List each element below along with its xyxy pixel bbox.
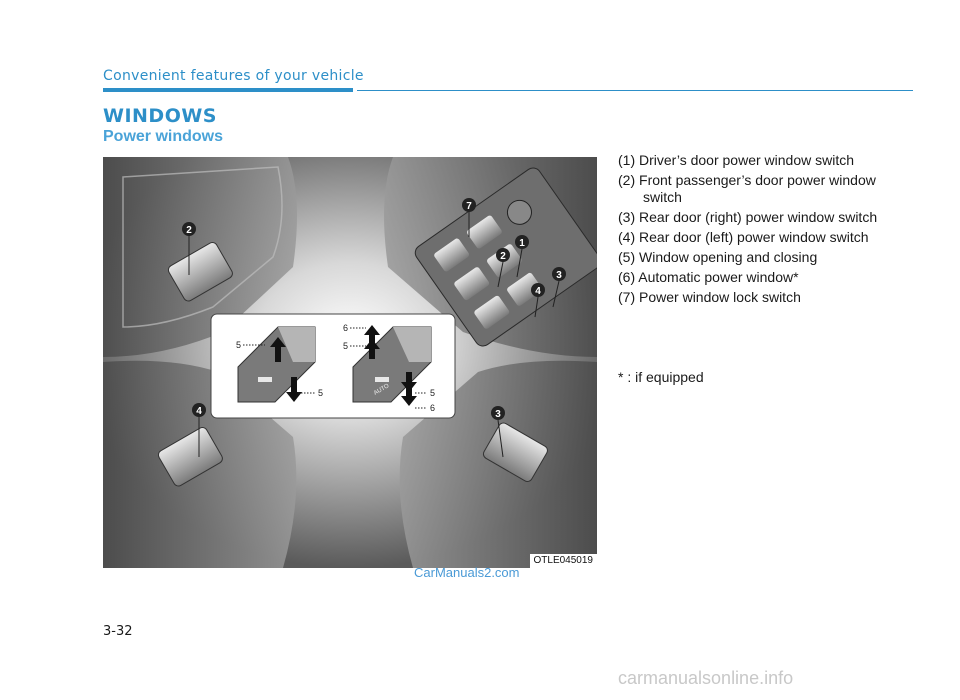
callout-2-a: 2: [186, 225, 192, 236]
auto-label: AUTO: [373, 383, 391, 397]
inset-label-5-c: 5: [343, 341, 349, 351]
power-window-figure: [103, 157, 597, 568]
subsection-title: Power windows: [103, 128, 224, 145]
legend-item-6: (6) Automatic power window*: [618, 269, 799, 285]
callout-7: 7: [466, 201, 472, 212]
section-title: WINDOWS: [103, 105, 217, 127]
legend-item-5: (5) Window opening and closing: [618, 249, 818, 265]
inset-label-5-a: 5: [236, 340, 242, 350]
callout-2-b: 2: [500, 251, 506, 262]
callout-4-a: 4: [535, 286, 541, 297]
callout-3-a: 3: [556, 270, 562, 281]
page-number: 3-32: [103, 624, 133, 639]
legend-item-7: (7) Power window lock switch: [618, 289, 801, 305]
callout-4-b: 4: [196, 406, 202, 417]
legend-item-4: (4) Rear door (left) power window switch: [618, 229, 869, 245]
callout-1: 1: [519, 238, 525, 249]
header-rule: [357, 90, 913, 92]
site-watermark: carmanualsonline.info: [618, 668, 794, 688]
header-accent-bar: [103, 88, 353, 92]
page-header: [103, 64, 913, 94]
inset-label-6-b: 6: [430, 403, 436, 413]
section-label: Convenient features of your vehicle: [103, 68, 364, 84]
footnote: * : if equipped: [618, 369, 704, 385]
watermark-link[interactable]: CarManuals2.com: [414, 565, 520, 580]
legend-item-1: (1) Driver’s door power window switch: [618, 152, 855, 168]
door-panels-illustration: [103, 157, 597, 568]
legend-item-2: (2) Front passenger’s door power window switch: [618, 172, 876, 205]
inset-label-5-b: 5: [318, 388, 324, 398]
inset-label-5-d: 5: [430, 388, 436, 398]
legend-item-3: (3) Rear door (right) power window switch: [618, 209, 878, 225]
inset-label-6-a: 6: [343, 323, 349, 333]
callout-3-b: 3: [495, 409, 501, 420]
legend-list: [618, 152, 918, 309]
figure-code: OTLE045019: [530, 554, 598, 568]
